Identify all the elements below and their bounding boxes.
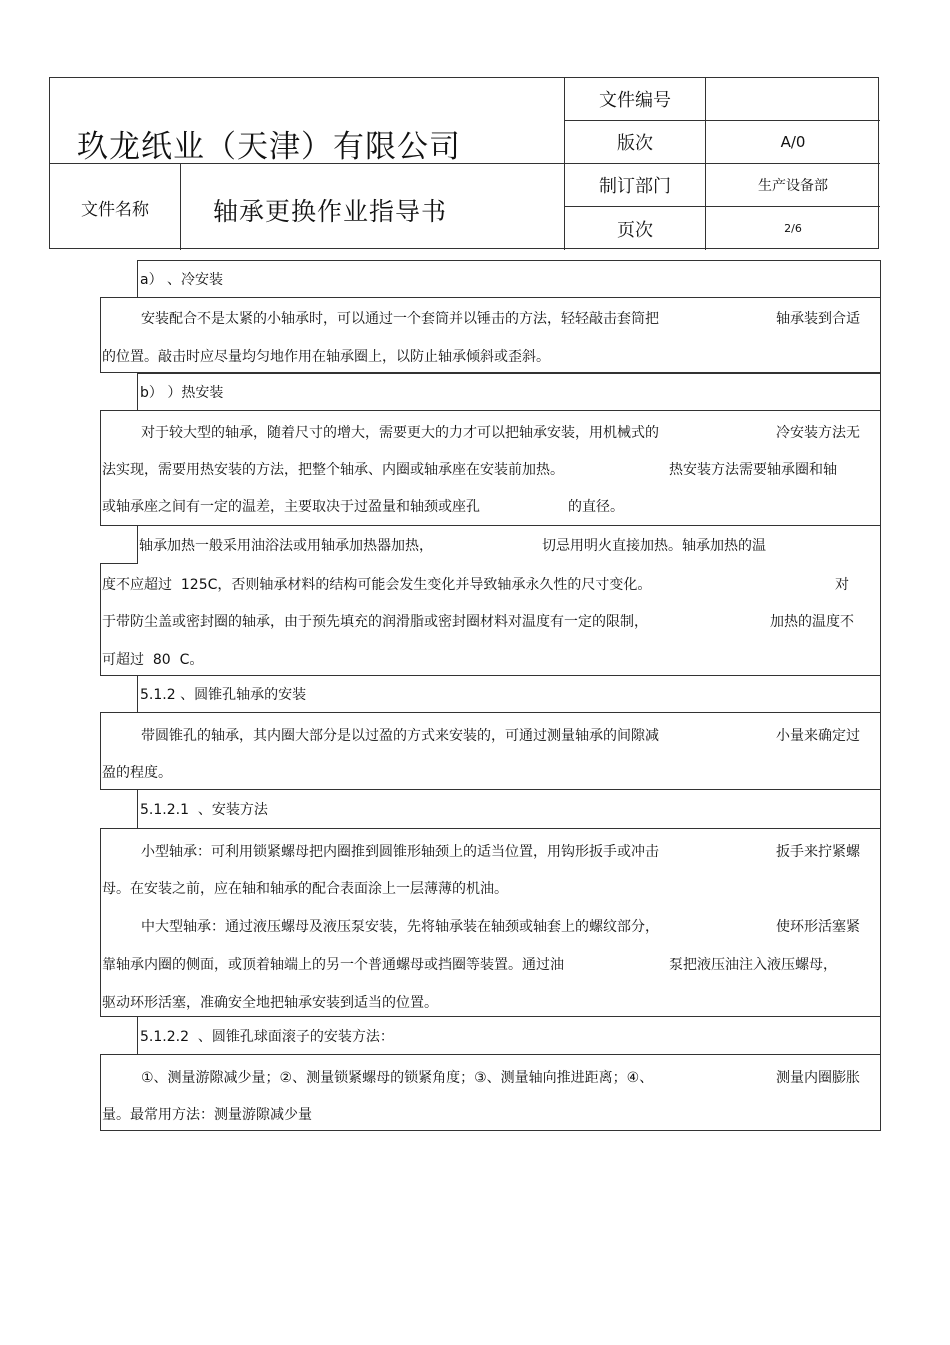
meta-table [565, 78, 880, 250]
meta-value: 2/6 [784, 222, 802, 235]
paragraph-line: 切忌用明火直接加热。轴承加热的温 [542, 538, 766, 554]
paragraph-line: 泵把液压油注入液压螺母， [669, 957, 837, 973]
paragraph-line: 使环形活塞紧 [776, 919, 860, 935]
paragraph-line: 靠轴承内圈的侧面，或顶着轴端上的另一个普通螺母或挡圈等装置。通过油 [102, 957, 564, 973]
company-cell [50, 78, 565, 164]
paragraph-line: 小型轴承：可利用锁紧螺母把内圈推到圆锥形轴颈上的适当位置，用钩形扳手或冲击 [141, 844, 659, 860]
meta-value: 生产设备部 [758, 178, 828, 194]
paragraph-line: 冷安装方法无 [776, 425, 860, 441]
paragraph-line: 扳手来拧紧螺 [776, 844, 860, 860]
paragraph-line: 轴承装到合适 [776, 311, 860, 327]
section-b-heading [137, 373, 881, 411]
paragraph-line: 或轴承座之间有一定的温差，主要取决于过盈量和轴颈或座孔 [102, 499, 480, 515]
section-a-heading [137, 260, 881, 298]
paragraph-line: 测量内圈膨胀 [776, 1070, 860, 1086]
paragraph-line: 加热的温度不 [770, 614, 854, 630]
meta-row-version [565, 121, 880, 164]
paragraph-line: 带圆锥孔的轴承，其内圈大部分是以过盈的方式来安装的，可通过测量轴承的间隙减 [141, 728, 659, 744]
paragraph-line: 中大型轴承：通过液压螺母及液压泵安装，先将轴承装在轴颈或轴套上的螺纹部分， [141, 919, 659, 935]
meta-row-doc-number [565, 78, 880, 121]
section-a-label: a） 、冷安装 [140, 272, 224, 288]
meta-key: 文件编号 [565, 78, 706, 120]
paragraph-line: ①、测量游隙减少量；②、测量锁紧螺母的锁紧角度；③、测量轴向推进距离；④、 [141, 1070, 654, 1086]
paragraph-line: 的直径。 [568, 499, 624, 515]
doc-name-label: 文件名称 [50, 164, 181, 250]
paragraph-line: 度不应超过 125C，否则轴承材料的结构可能会发生变化并导致轴承永久性的尺寸变化。 [102, 577, 652, 593]
document-header [49, 77, 879, 249]
paragraph-line: 对 [835, 577, 849, 593]
meta-key: 制订部门 [565, 164, 706, 206]
divider [100, 563, 138, 564]
meta-value [706, 78, 880, 120]
section-5121-body [100, 828, 881, 1017]
paragraph-line: 可超过 80 C。 [102, 652, 204, 668]
paragraph-line: 盈的程度。 [102, 765, 172, 781]
paragraph-line: 安装配合不是太紧的小轴承时，可以通过一个套筒并以锤击的方法，轻轻敲击套筒把 [141, 311, 659, 327]
section-5122-heading [137, 1016, 881, 1055]
meta-value: A/0 [780, 133, 806, 151]
section-5122-label: 5.1.2.2 、圆锥孔球面滚子的安装方法： [140, 1028, 394, 1045]
section-b-body [100, 410, 881, 526]
company-name: 玖龙纸业（天津）有限公司 [77, 129, 461, 165]
section-5121-heading [137, 789, 881, 829]
meta-key: 版次 [565, 121, 706, 163]
section-b-label: b） ）热安装 [140, 385, 224, 401]
paragraph-line: 热安装方法需要轴承圈和轴 [669, 462, 837, 478]
meta-row-page [565, 207, 880, 250]
paragraph-line: 量。最常用方法：测量游隙减少量 [102, 1107, 312, 1123]
meta-key: 页次 [565, 207, 706, 250]
section-5121-label: 5.1.2.1 、安装方法 [140, 802, 268, 818]
paragraph-line: 于带防尘盖或密封圈的轴承，由于预先填充的润滑脂或密封圈材料对温度有一定的限制， [102, 614, 648, 630]
paragraph-line: 小量来确定过 [776, 728, 860, 744]
paragraph-line: 法实现，需要用热安装的方法，把整个轴承、内圈或轴承座在安装前加热。 [102, 462, 564, 478]
doc-name-cell [181, 164, 565, 250]
section-512-heading [137, 675, 881, 713]
doc-name: 轴承更换作业指导书 [213, 197, 448, 226]
section-a-body [100, 297, 881, 373]
section-5122-body [100, 1054, 881, 1131]
paragraph-line: 母。在安装之前，应在轴和轴承的配合表面涂上一层薄薄的机油。 [102, 881, 508, 897]
section-512-body [100, 712, 881, 790]
section-512-label: 5.1.2 、圆锥孔轴承的安装 [140, 687, 307, 703]
meta-row-department [565, 164, 880, 207]
paragraph-line: 的位置。敲击时应尽量均匀地作用在轴承圈上，以防止轴承倾斜或歪斜。 [102, 349, 550, 365]
paragraph-line: 驱动环形活塞，准确安全地把轴承安装到适当的位置。 [102, 995, 438, 1011]
paragraph-line: 轴承加热一般采用油浴法或用轴承加热器加热， [139, 538, 433, 554]
paragraph-line: 对于较大型的轴承，随着尺寸的增大，需要更大的力才可以把轴承安装，用机械式的 [141, 425, 659, 441]
